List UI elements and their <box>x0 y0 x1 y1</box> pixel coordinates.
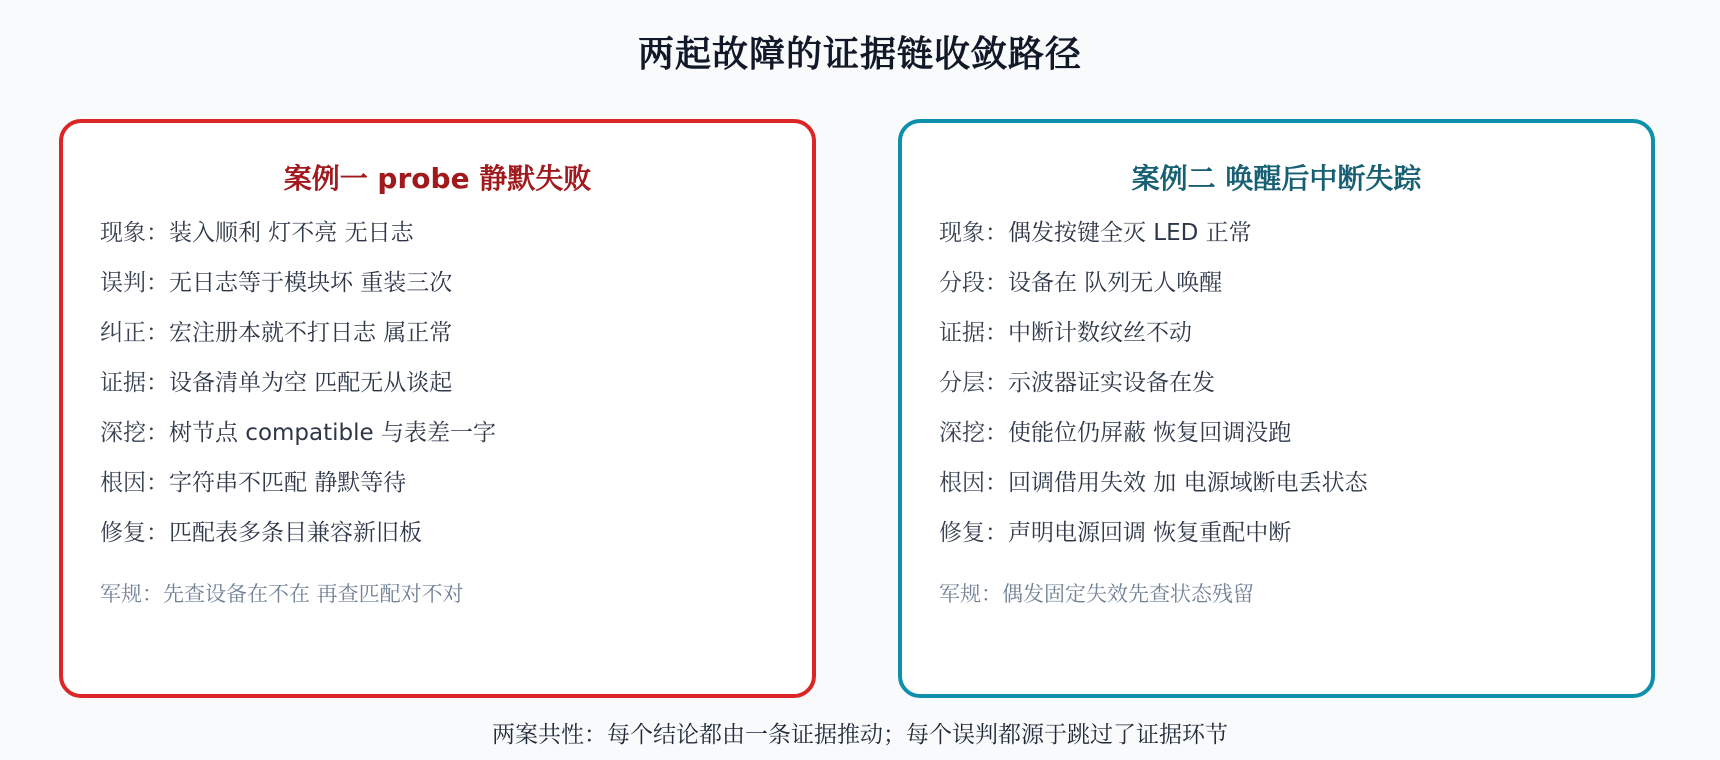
case-two-step <box>939 219 1631 269</box>
step-value: 使能位仍屏蔽 恢复回调没跑 <box>1008 420 1292 446</box>
case-two-step <box>939 419 1631 469</box>
case-two-rule: 军规：偶发固定失效先查状态残留 <box>939 582 1254 606</box>
case-two-title: 案例二 唤醒后中断失踪 <box>1131 162 1422 195</box>
case-one-rule: 军规：先查设备在不在 再查匹配对不对 <box>100 582 464 606</box>
case-two-step <box>939 269 1631 319</box>
step-key: 深挖： <box>939 420 1008 446</box>
step-key: 现象： <box>100 220 169 246</box>
step-key: 根因： <box>939 470 1008 496</box>
case-two-step <box>939 369 1631 419</box>
case-one-title: 案例一 probe 静默失败 <box>283 162 592 195</box>
case-one-step <box>100 469 792 519</box>
step-value: 设备在 队列无人唤醒 <box>1008 270 1223 296</box>
step-value: 声明电源回调 恢复重配中断 <box>1008 520 1292 546</box>
case-two-step <box>939 519 1631 569</box>
step-key: 误判： <box>100 270 169 296</box>
step-value: 字符串不匹配 静默等待 <box>169 470 407 496</box>
case-two-card <box>898 119 1655 698</box>
step-value: 装入顺利 灯不亮 无日志 <box>169 220 414 246</box>
case-one-steps <box>100 219 792 569</box>
step-value: 中断计数纹丝不动 <box>1008 320 1192 346</box>
case-two-step <box>939 319 1631 369</box>
step-value: 宏注册本就不打日志 属正常 <box>169 320 453 346</box>
step-key: 证据： <box>939 320 1008 346</box>
step-value: 示波器证实设备在发 <box>1008 370 1215 396</box>
step-value: 偶发按键全灭 LED 正常 <box>1008 220 1252 246</box>
step-value: 无日志等于模块坏 重装三次 <box>169 270 453 296</box>
case-two-step <box>939 469 1631 519</box>
step-key: 现象： <box>939 220 1008 246</box>
page-title: 两起故障的证据链收敛路径 <box>637 34 1082 75</box>
case-one-step <box>100 369 792 419</box>
case-one-step <box>100 219 792 269</box>
case-one-step <box>100 319 792 369</box>
step-key: 证据： <box>100 370 169 396</box>
step-key: 纠正： <box>100 320 169 346</box>
case-one-step <box>100 269 792 319</box>
step-key: 分段： <box>939 270 1008 296</box>
step-value: 树节点 compatible 与表差一字 <box>169 420 496 446</box>
step-value: 回调借用失效 加 电源域断电丢状态 <box>1008 470 1368 496</box>
case-one-step <box>100 519 792 569</box>
step-key: 根因： <box>100 470 169 496</box>
case-one-card <box>59 119 816 698</box>
step-key: 分层： <box>939 370 1008 396</box>
step-value: 设备清单为空 匹配无从谈起 <box>169 370 453 396</box>
step-key: 深挖： <box>100 420 169 446</box>
case-one-step <box>100 419 792 469</box>
case-two-steps <box>939 219 1631 569</box>
step-key: 修复： <box>939 520 1008 546</box>
footer-summary: 两案共性：每个结论都由一条证据推动；每个误判都源于跳过了证据环节 <box>492 722 1228 748</box>
step-key: 修复： <box>100 520 169 546</box>
step-value: 匹配表多条目兼容新旧板 <box>169 520 422 546</box>
